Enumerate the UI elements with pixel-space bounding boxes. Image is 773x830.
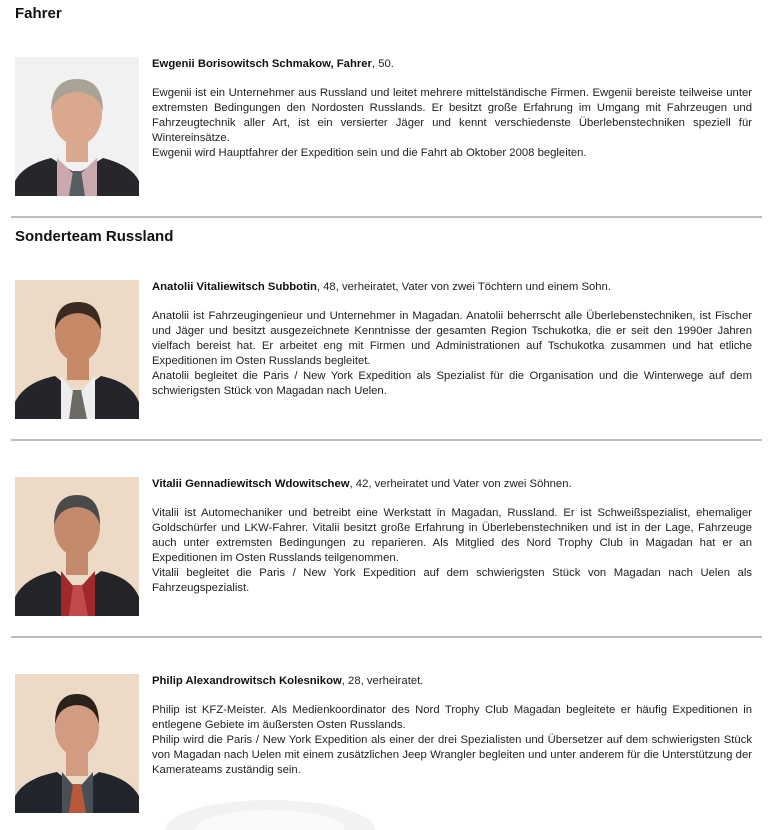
portrait-image (15, 280, 139, 419)
portrait-image (15, 57, 139, 196)
person-photo (15, 477, 139, 616)
person-name: Ewgenii Borisowitsch Schmakow, Fahrer (152, 58, 372, 70)
person-photo (15, 280, 139, 419)
section-divider (11, 216, 762, 218)
person-name: Philip Alexandrowitsch Kolesnikow (152, 675, 342, 687)
person-bio: Vitalii ist Automechaniker und betreibt eine Werkstatt in Magadan, Russland. Er ist Schweißspezialist, ehemaliger Goldschürfer und LKW-Fahrer. Vitalii besitzt große Erfahrung in Überlebenstechniken und ist in der Lage, Fahrzeuge auch unter extremsten Bedingungen zu reparieren. Als Mitglied des Nord Trophy Club in Magadan hat er an Expeditionen im Osten Russlands teilgenommen. Vitalii begleitet die Paris / New York Expedition auf dem schwierigsten Stück von Magadan nach Uelen als Fahrzeugspezialist. (152, 507, 752, 594)
background-watermark (160, 790, 380, 830)
person-photo (15, 674, 139, 813)
person-details: , 50. (371, 58, 394, 70)
person-name: Anatolii Vitaliewitsch Subbotin (152, 281, 317, 293)
person-photo (15, 57, 139, 196)
person-bio: Ewgenii ist ein Unternehmer aus Russland und leitet mehrere mittelständische Firmen. Ewgenii bereiste teilweise unter extremsten Bedingungen den Nordosten Russlands. Er besitzt große Erfahrung im Umgang mit Fahrzeugen und Fahrzeugtechnik aller Art, ist ein versierter Jäger und kennt verschiedenste Überlebenstechniken speziell für Wintereinsätze. Ewgenii wird Hauptfahrer der Expedition sein und die Fahrt ab Oktober 2008 begleiten. (152, 87, 752, 159)
person-details: , 42, verheiratet und Vater von zwei Söhnen. (349, 478, 572, 490)
person-bio: Anatolii ist Fahrzeugingenieur und Unternehmer in Magadan. Anatolii beherrscht alle Überlebenstechniken, ist Fischer und Jäger und besitzt ausgezeichnete Kenntnisse der gesamten Region Tschukotka, die er seit den 1990er Jahren vielfach bereist hat. Er arbeitet eng mit Firmen und Administrationen auf Tschukotka zusammen und hat etliche Expeditionen im Osten Russlands begleitet. Anatolii begleitet die Paris / New York Expedition als Spezialist für die Organisation und die Winterwege auf dem schwierigsten Stück von Magadan nach Uelen. (152, 310, 752, 397)
section-divider (11, 636, 762, 638)
person-name: Vitalii Gennadiewitsch Wdowitschew (152, 478, 350, 490)
portrait-image (15, 674, 139, 813)
person-bio: Philip ist KFZ-Meister. Als Medienkoordinator des Nord Trophy Club Magadan begleitete er häufig Expeditionen in entlegene Gebiete im äußersten Osten Russlands. Philip wird die Paris / New York Expedition als einer der drei Spezialisten und Übersetzer auf dem schwierigsten Stück von Magadan nach Uelen mit einem zusätzlichen Jeep Wrangler begleiten und unter anderem für die Unterstützung der Kamerateams zuständig sein. (152, 704, 752, 776)
person-details: , 28, verheiratet. (341, 675, 424, 687)
section-heading-fahrer: Fahrer (15, 5, 62, 22)
person-details: , 48, verheiratet, Vater von zwei Töchtern und einem Sohn. (316, 281, 611, 293)
section-heading-sonderteam: Sonderteam Russland (15, 228, 174, 245)
section-divider (11, 439, 762, 441)
portrait-image (15, 477, 139, 616)
